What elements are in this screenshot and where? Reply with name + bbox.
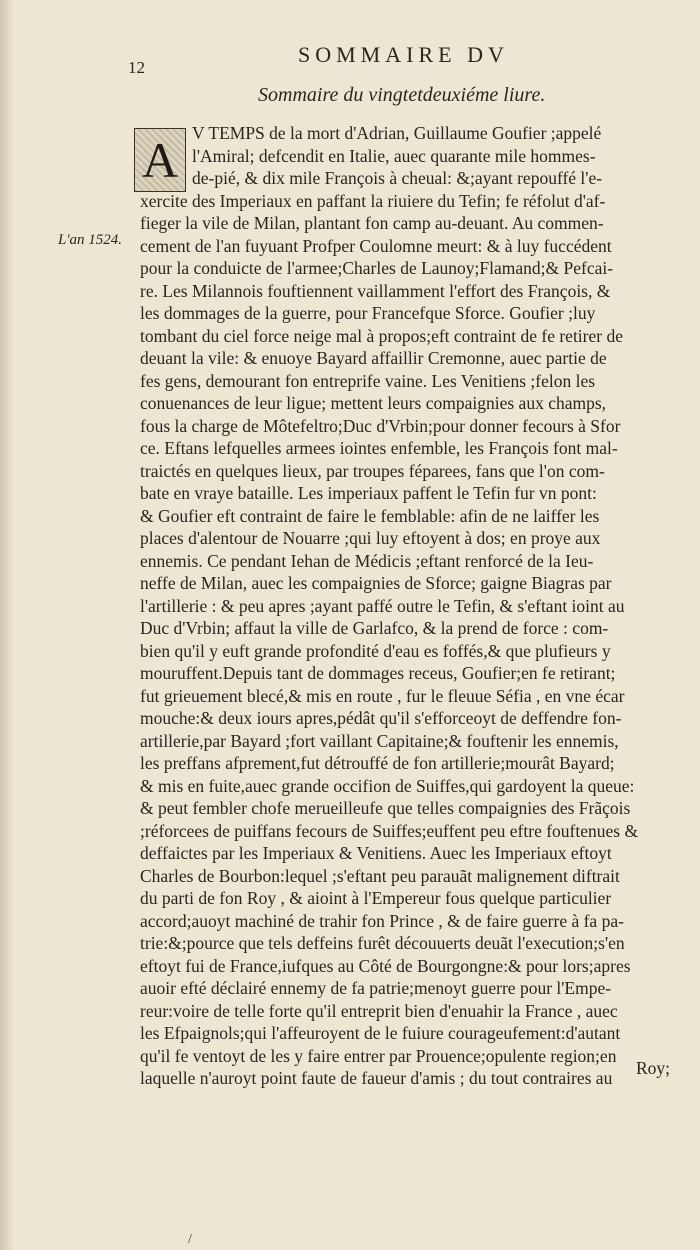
text-line: cement de l'an fuyuant Profper Coulomne meurt: & à luy fuccédent (140, 235, 612, 256)
text-line: tombant du ciel force neige mal à propos;eft contraint de fe retirer de (140, 325, 623, 346)
catchword: Roy; (636, 1058, 671, 1078)
text-line: accord;auoyt machiné de trahir fon Prince , & de faire guerre à fa pa- (140, 910, 624, 931)
text-line: & peut fembler chofe merueilleufe que telles compaignies des Frãçois (140, 798, 631, 818)
text-line: ce. Eftans lefquelles armees iointes enfemble, les François font mal- (140, 438, 618, 458)
text-line: fes gens, demourant fon entreprife vaine. Les Venitiens ;felon les (140, 370, 596, 391)
text-line: & Goufier eft contraint de faire le femblable: afin de ne laiffer les (140, 505, 600, 526)
text-line: artillerie,par Bayard ;fort vaillant Capitaine;& fouftenir les ennemis, (140, 730, 619, 751)
text-line: pour la conduicte de l'armee;Charles de Launoy;Flamand;& Pefcai- (140, 258, 614, 278)
text-line: xercite des Imperiaux en paffant la riuiere du Tefin; fe réfolut d'af- (140, 190, 606, 211)
text-line: deuant la vile: & enuoye Bayard affaillir Cremonne, auec partie de (140, 348, 607, 368)
text-line: conuenances de leur ligue; mettent leurs compaignies aux champs, (140, 393, 607, 413)
text-line: bate en vraye bataille. Les imperiaux paffent le Tefin fur vn pont: (140, 483, 597, 503)
text-line: l'Amiral; defcendit en Italie, auec quarante mile hommes- (192, 145, 596, 166)
text-line: neffe de Milan, auec les compaignies de Sforce; gaigne Biagras par (140, 573, 612, 593)
text-line: re. Les Milannois fouftiennent vaillamment l'effort des François, & (140, 280, 611, 301)
book-title: Sommaire du vingtetdeuxiéme liure. (258, 84, 546, 106)
text-line: mouruffent.Depuis tant de dommages receus, Goufier;en fe retirant; (140, 663, 616, 683)
text-line: les preffans afprement,fut détrouffé de fon artillerie;mourât Bayard; (140, 753, 615, 773)
running-head: SOMMAIRE DV (298, 42, 509, 67)
text-line: eftoyt fui de France,iufques au Côté de Bourgongne:& pour lors;apres (140, 955, 631, 976)
text-line: laquelle n'auroyt point faute de faueur d'amis ; du tout contraires au (140, 1068, 613, 1088)
foot-mark: / (188, 1232, 192, 1247)
text-line: l'artillerie : & peu apres ;ayant paffé outre le Tefin, & s'eftant ioint au (140, 595, 625, 616)
text-line: ennemis. Ce pendant Iehan de Médicis ;eftant renforcé de la Ieu- (140, 550, 594, 571)
text-line: de-pié, & dix mile François à cheual: &;ayant repouffé l'e- (192, 168, 603, 188)
margin-note-year: L'an 1524. (58, 232, 123, 248)
text-line: Charles de Bourbon:lequel ;s'eftant peu parauãt malignement diftrait (140, 865, 620, 886)
text-line: qu'il fe ventoyt de les y faire entrer par Prouence;opulente region;en (140, 1045, 617, 1066)
text-line: traictés en quelques lieux, par troupes féparees, fans que l'on com- (140, 460, 605, 481)
text-line: fous la charge de Môtefeltro;Duc d'Vrbin;pour donner fecours à Sfor (140, 415, 621, 436)
text-line: ;réforcees de puiffans fecours de Suiffes;euffent peu eftre fouftenues & (140, 820, 639, 841)
text-line: Duc d'Vrbin; affaut la ville de Garlafco, & la prend de force : com- (140, 618, 609, 638)
text-line: places d'alentour de Nouarre ;qui luy eftoyent à dos; en proye aux (140, 528, 601, 548)
text-line: mouche:& deux iours apres,pédât qu'il s'efforceoyt de deffendre fon- (140, 708, 622, 728)
text-line: fieger la vile de Milan, plantant fon camp au-deuant. Au commen- (140, 213, 604, 233)
text-line: fut grieuement blecé,& mis en route , fur le fleuue Séfia , en vne écar (140, 685, 625, 706)
text-line: bien qu'il y euft grande profondité d'eau es foffés,& que plufieurs y (140, 640, 611, 661)
text-line: deffaictes par les Imperiaux & Venitiens. Auec les Imperiaux eftoyt (140, 843, 612, 863)
text-line: reur:voire de telle forte qu'il entreprit bien d'enuahir la France , auec (140, 1000, 618, 1021)
text-line: les dommages de la guerre, pour Francefque Sforce. Goufier ;luy (140, 303, 596, 323)
ornamental-drop-cap: A (134, 128, 186, 192)
text-line: du parti de fon Roy , & aioint à l'Empereur fous quelque particulier (140, 888, 612, 908)
text-line: auoir efté déclairé ennemy de fa patrie;menoyt guerre pour l'Empe- (140, 978, 612, 998)
folio-number: 12 (128, 58, 145, 77)
text-line: & mis en fuite,auec grande occifion de Suiffes,qui gardoyent la queue: (140, 775, 635, 796)
text-line: trie:&;pource que tels deffeins furêt découuerts deuãt l'execution;s'en (140, 933, 625, 953)
text-line: les Efpaignols;qui l'affeuroyent de le fuiure courageufement:d'autant (140, 1023, 621, 1043)
text-line: V TEMPS de la mort d'Adrian, Guillaume Goufier ;appelé (192, 123, 602, 143)
